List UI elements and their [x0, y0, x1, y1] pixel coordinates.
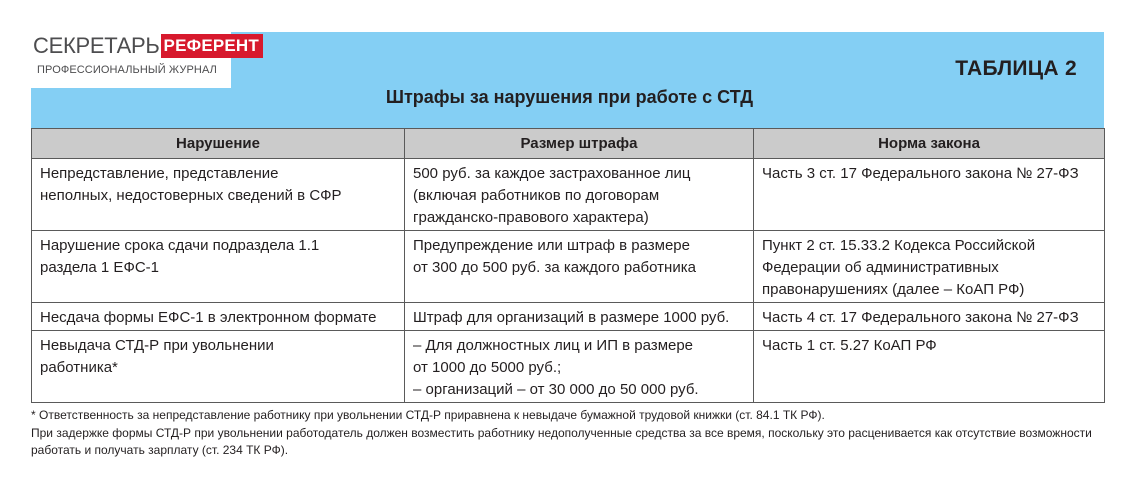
logo-word-referent: РЕФЕРЕНТ: [161, 34, 263, 58]
table-number-label: ТАБЛИЦА 2: [955, 57, 1077, 80]
law-cell: Часть 4 ст. 17 Федерального закона № 27-ФЗ: [754, 303, 1105, 331]
table-row: [32, 231, 1105, 303]
logo-word-secretary: СЕКРЕТАРЬ: [33, 33, 160, 58]
violation-cell: Нарушение срока сдачи подраздела 1.1 раздела 1 ЕФС-1: [32, 231, 405, 303]
fine-cell: Предупреждение или штраф в размере от 300 до 500 руб. за каждого работника: [405, 231, 754, 303]
fine-cell: – Для должностных лиц и ИП в размере от 1000 до 5000 руб.; – организаций – от 30 000 до 50 000 руб.: [405, 331, 754, 403]
table-row: [32, 303, 1105, 331]
violation-cell: Непредставление, представление неполных, недостоверных сведений в СФР: [32, 159, 405, 231]
table-row: [32, 159, 1105, 231]
column-header-violation: Нарушение: [32, 129, 405, 159]
fine-cell: Штраф для организаций в размере 1000 руб.: [405, 303, 754, 331]
footnote-delay: При задержке формы СТД-Р при увольнении работодатель должен возместить работнику недополученные средства за все время, поскольку это расценивается как отсутствие возможности работать и получать зарплату (ст. 234 ТК РФ).: [31, 426, 1092, 457]
table-row: [32, 331, 1105, 403]
law-cell: Пункт 2 ст. 15.33.2 Кодекса Российской Федерации об административных правонарушениях (далее – КоАП РФ): [754, 231, 1105, 303]
law-cell: Часть 3 ст. 17 Федерального закона № 27-ФЗ: [754, 159, 1105, 231]
fines-table: [31, 128, 1105, 403]
law-cell: Часть 1 ст. 5.27 КоАП РФ: [754, 331, 1105, 403]
violation-cell: Невыдача СТД-Р при увольнении работника*: [32, 331, 405, 403]
table-title: Штрафы за нарушения при работе с СТД: [385, 87, 754, 107]
logo-tagline: ПРОФЕССИОНАЛЬНЫЙ ЖУРНАЛ: [37, 64, 217, 76]
violation-cell: Несдача формы ЕФС-1 в электронном формате: [32, 303, 405, 331]
table-header-row: [32, 129, 1105, 159]
footnote-asterisk: * Ответственность за непредставление работнику при увольнении СТД-Р приравнена к невыдаче бумажной трудовой книжки (ст. 84.1 ТК РФ).: [31, 408, 825, 422]
magazine-logo: [31, 32, 259, 88]
fine-cell: 500 руб. за каждое застрахованное лиц (включая работников по договорам гражданско-правового характера): [405, 159, 754, 231]
column-header-law: Норма закона: [754, 129, 1105, 159]
logo-wordmark: [33, 34, 263, 58]
column-header-fine: Размер штрафа: [405, 129, 754, 159]
